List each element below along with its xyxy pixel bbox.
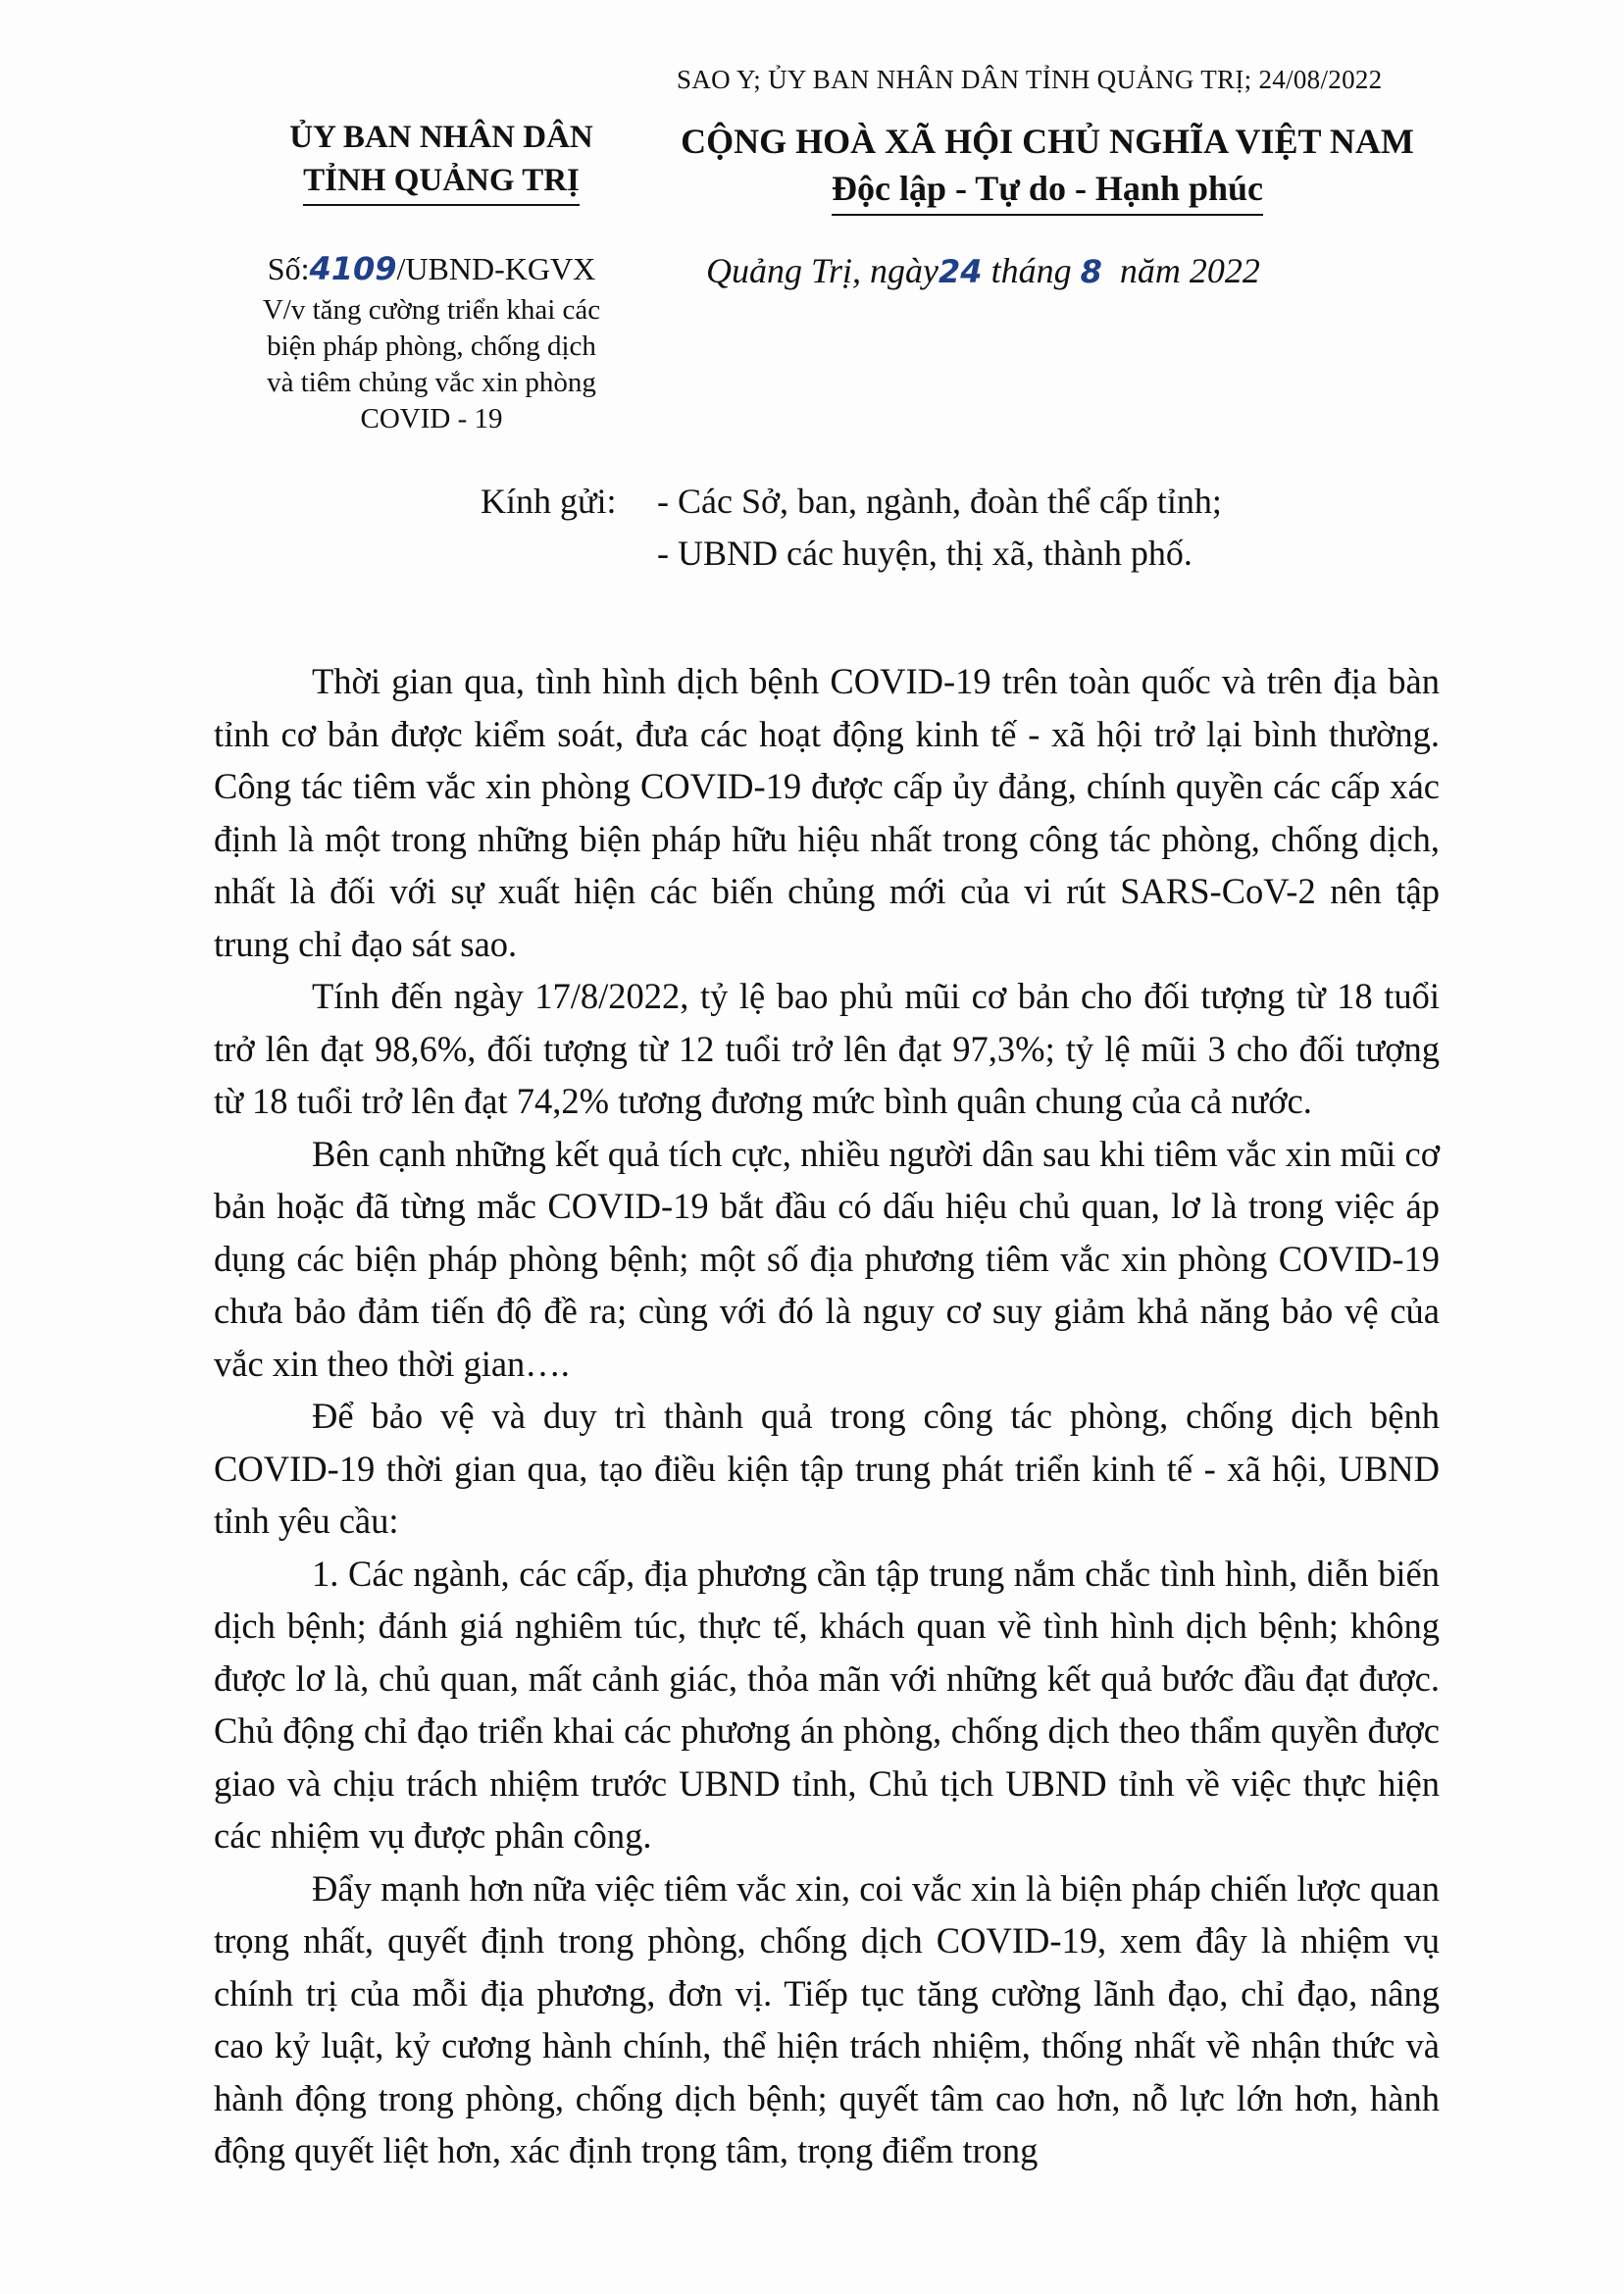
date-month-handwritten: 8: [1080, 253, 1102, 290]
national-header: [655, 118, 1440, 216]
doc-number-suffix: /UBND-KGVX: [396, 251, 596, 286]
issuing-agency: [235, 116, 647, 206]
subject-line: và tiêm chủng vắc xin phòng: [267, 367, 596, 398]
document-number: [196, 250, 667, 287]
subject-line: COVID - 19: [360, 403, 503, 434]
subject-line: V/v tăng cường triển khai các: [262, 294, 601, 326]
doc-number-prefix: Số:: [267, 251, 310, 286]
copy-stamp: SAO Y; ỦY BAN NHÂN DÂN TỈNH QUẢNG TRỊ; 24/08/2022: [677, 65, 1383, 94]
date-line: [706, 250, 1451, 291]
body-paragraph: 1. Các ngành, các cấp, địa phương cần tập trung nắm chắc tình hình, diễn biến dịch bệnh; đánh giá nghiêm túc, thực tế, khách quan về tình hình dịch bệnh; không được lơ là, chủ quan, mất cảnh giác, thỏa mãn với những kết quả bước đầu đạt được. Chủ động chỉ đạo triển khai các phương án phòng, chống dịch theo thẩm quyền được giao và chịu trách nhiệm trước UBND tỉnh, Chủ tịch UBND tỉnh về việc thực hiện các nhiệm vụ được phân công.: [214, 1553, 1440, 1856]
subject-line: biện pháp phòng, chống dịch: [267, 331, 596, 362]
recipients-list: [657, 476, 1222, 580]
body-paragraph: Để bảo vệ và duy trì thành quả trong công tác phòng, chống dịch bệnh COVID-19 thời gian qua, tạo điều kiện tập trung phát triển kinh tế - xã hội, UBND tỉnh yêu cầu:: [214, 1396, 1440, 1541]
body-paragraph: Bên cạnh những kết quả tích cực, nhiều người dân sau khi tiêm vắc xin mũi cơ bản hoặc đã từng mắc COVID-19 bắt đầu có dấu hiệu chủ quan, lơ là trong việc áp dụng các biện pháp phòng bệnh; một số địa phương tiêm vắc xin phòng COVID-19 chưa bảo đảm tiến độ đề ra; cùng với đó là nguy cơ suy giảm khả năng bảo vệ của vắc xin theo thời gian….: [214, 1133, 1440, 1384]
recipient-item: - Các Sở, ban, ngành, đoàn thể cấp tỉnh;: [657, 482, 1222, 521]
date-day-handwritten: 24: [939, 253, 983, 290]
date-year: năm 2022: [1119, 251, 1260, 290]
recipient-item: - UBND các huyện, thị xã, thành phố.: [657, 534, 1193, 573]
body-paragraph: Đẩy mạnh hơn nữa việc tiêm vắc xin, coi vắc xin là biện pháp chiến lược quan trọng nhất, quyết định trong phòng, chống dịch COVID-19, xem đây là nhiệm vụ chính trị của mỗi địa phương, đơn vị. Tiếp tục tăng cường lãnh đạo, chỉ đạo, nâng cao kỷ luật, kỷ cương hành chính, thể hiện trách nhiệm, thống nhất về nhận thức và hành động trong phòng, chống dịch bệnh; quyết tâm cao hơn, nỗ lực lớn hơn, hành động quyết liệt hơn, xác định trọng tâm, trọng điểm trong: [214, 1867, 1440, 2170]
body-paragraph: Thời gian qua, tình hình dịch bệnh COVID-19 trên toàn quốc và trên địa bàn tỉnh cơ bản được kiểm soát, đưa các hoạt động kinh tế - xã hội trở lại bình thường. Công tác tiêm vắc xin phòng COVID-19 được cấp ủy đảng, chính quyền các cấp xác định là một trong những biện pháp hữu hiệu nhất trong công tác phòng, chống dịch, nhất là đối với sự xuất hiện các biến chủng mới của vi rút SARS-CoV-2 nên tập trung chỉ đạo sát sao.: [214, 661, 1440, 964]
date-place: Quảng Trị, ngày: [706, 251, 939, 290]
date-month-label: tháng: [990, 251, 1072, 290]
body-paragraph: Tính đến ngày 17/8/2022, tỷ lệ bao phủ mũi cơ bản cho đối tượng từ 18 tuổi trở lên đạt 98,6%, đối tượng từ 12 tuổi trở lên đạt 97,3%; tỷ lệ mũi 3 cho đối tượng từ 18 tuổi trở lên đạt 74,2% tương đương mức bình quân chung của cả nước.: [214, 976, 1440, 1121]
agency-line-1: ỦY BAN NHÂN DÂN: [289, 120, 593, 155]
document-subject: [216, 292, 647, 437]
doc-number-handwritten: 4109: [309, 250, 397, 287]
agency-line-2: TỈNH QUẢNG TRỊ: [303, 159, 580, 206]
nation-motto: Độc lập - Tự do - Hạnh phúc: [832, 165, 1263, 216]
document-body: [214, 655, 1440, 2177]
recipients-label: Kính gửi:: [481, 482, 617, 521]
nation-name: CỘNG HOÀ XÃ HỘI CHỦ NGHĨA VIỆT NAM: [681, 122, 1414, 161]
recipients-block: [481, 476, 1461, 580]
